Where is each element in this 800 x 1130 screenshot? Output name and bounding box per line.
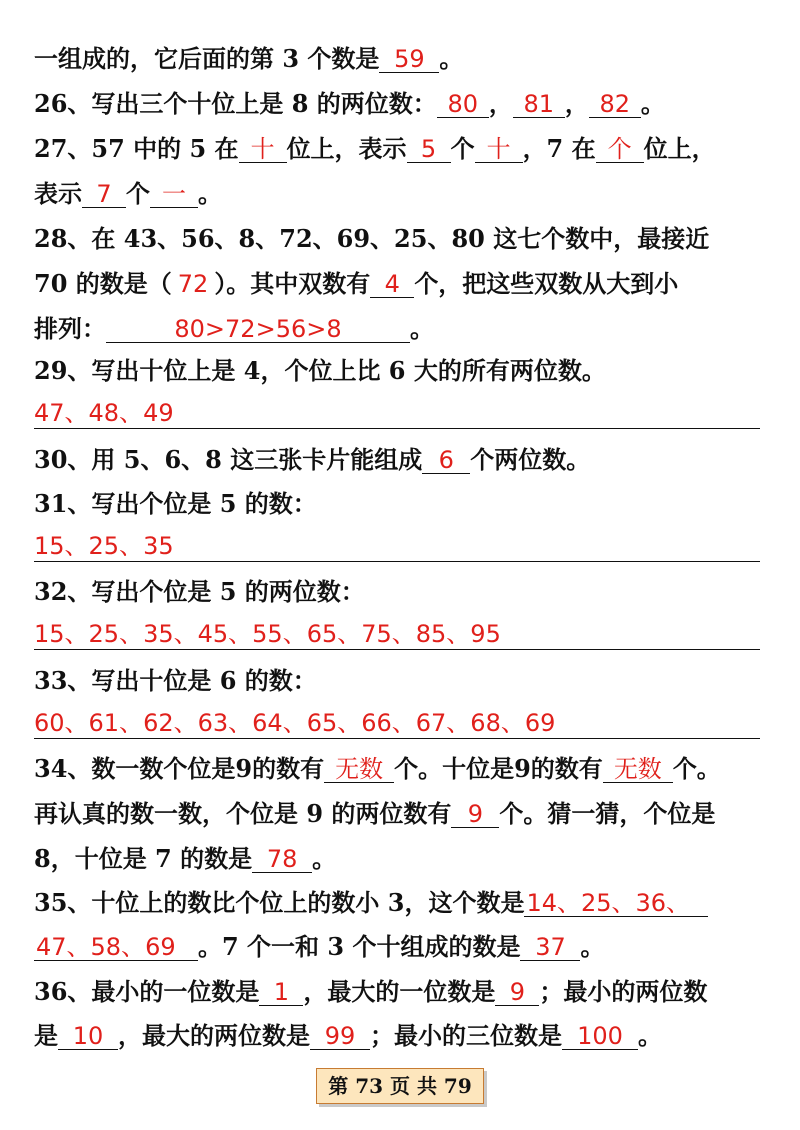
answer-blank: 5 bbox=[407, 136, 451, 163]
question-text: 34、数一数个位是9的数有 bbox=[34, 754, 325, 783]
answer-blank: 个 bbox=[596, 136, 644, 163]
text: 排列： bbox=[34, 314, 106, 343]
answer-blank: 100 bbox=[562, 1023, 638, 1050]
text: 个两位数。 bbox=[470, 445, 591, 474]
text: 个。猜一猜，个位是 bbox=[499, 799, 716, 828]
question-35-cont bbox=[34, 932, 770, 962]
text: ）。其中双数有 bbox=[214, 269, 371, 298]
text: ， bbox=[564, 89, 589, 118]
text: ，最大的一位数是 bbox=[303, 977, 496, 1006]
question-text: 33、写出十位是 6 的数： bbox=[34, 666, 317, 695]
question-text: 29、写出十位上是 4，个位上比 6 大的所有两位数。 bbox=[34, 356, 606, 385]
text: 个 bbox=[126, 179, 150, 208]
answer-blank: 99 bbox=[310, 1023, 370, 1050]
text: ， bbox=[488, 89, 513, 118]
question-36-cont bbox=[34, 1021, 770, 1051]
text: 。7 个一和 3 个十组成的数是 bbox=[198, 932, 521, 961]
answer-blank: 无数 bbox=[603, 756, 673, 783]
text: 位上， bbox=[643, 134, 716, 163]
question-36 bbox=[34, 977, 770, 1007]
answer-line-33 bbox=[34, 708, 760, 739]
page-number-footer bbox=[316, 1068, 484, 1104]
question-27-cont bbox=[34, 179, 770, 209]
answer-blank: 十 bbox=[239, 136, 287, 163]
text: 70 的数是（ bbox=[34, 269, 172, 298]
answer-blank: 十 bbox=[475, 136, 523, 163]
question-33 bbox=[34, 666, 770, 696]
answer-blank: 9 bbox=[451, 801, 499, 828]
text: 。 bbox=[580, 932, 605, 961]
answer-blank: 80>72>56>8 bbox=[106, 316, 410, 343]
question-text: 26、写出三个十位上是 8 的两位数： bbox=[34, 89, 437, 118]
answer-blank: 9 bbox=[495, 979, 539, 1006]
question-text: 31、写出个位是 5 的数： bbox=[34, 489, 317, 518]
text: 个，把这些双数从大到小 bbox=[414, 269, 679, 298]
question-28-cont bbox=[34, 269, 770, 299]
answer-blank: 59 bbox=[379, 46, 439, 73]
text: 一组成的，它后面的第 3 个数是 bbox=[34, 44, 380, 73]
text: 个。 bbox=[672, 754, 721, 783]
answer-value: 15、25、35 bbox=[34, 532, 174, 560]
answer-blank: 6 bbox=[422, 447, 470, 474]
text: 个 bbox=[450, 134, 475, 163]
question-35 bbox=[34, 888, 770, 918]
question-text: 30、用 5、6、8 这三张卡片能组成 bbox=[34, 445, 423, 474]
answer-blank: 4 bbox=[370, 271, 414, 298]
question-28 bbox=[34, 224, 770, 254]
text: 。 bbox=[410, 314, 434, 343]
text: 。 bbox=[640, 89, 665, 118]
question-29 bbox=[34, 356, 770, 386]
text: 。 bbox=[439, 44, 464, 73]
question-31 bbox=[34, 489, 770, 519]
text: 。 bbox=[312, 844, 337, 873]
answer-blank: 14、25、36、 bbox=[524, 890, 708, 917]
question-34-cont bbox=[34, 799, 770, 829]
answer-blank: 81 bbox=[513, 91, 565, 118]
answer-blank: 37 bbox=[520, 934, 580, 961]
text: 8，十位是 7 的数是 bbox=[34, 844, 253, 873]
text: 位上，表示 bbox=[286, 134, 407, 163]
answer-value: 72 bbox=[177, 270, 209, 298]
line-1 bbox=[34, 44, 770, 74]
answer-value: 15、25、35、45、55、65、75、85、95 bbox=[34, 620, 501, 648]
answer-blank: 一 bbox=[150, 181, 198, 208]
answer-blank: 无数 bbox=[324, 756, 394, 783]
answer-blank: 10 bbox=[58, 1023, 118, 1050]
page-number: 第 73 页 共 79 bbox=[328, 1074, 472, 1098]
text: 再认真的数一数，个位是 9 的两位数有 bbox=[34, 799, 452, 828]
question-34-guess bbox=[34, 844, 770, 874]
text: ，7 在 bbox=[522, 134, 596, 163]
text: 个。十位是9的数有 bbox=[394, 754, 603, 783]
answer-line-31 bbox=[34, 531, 760, 562]
answer-value: 47、48、49 bbox=[34, 399, 174, 427]
question-text: 28、在 43、56、8、72、69、25、80 这七个数中，最接近 bbox=[34, 224, 710, 253]
answer-blank: 82 bbox=[589, 91, 641, 118]
question-28-sort bbox=[34, 314, 770, 344]
answer-blank: 7 bbox=[82, 181, 126, 208]
answer-line-32 bbox=[34, 619, 760, 650]
question-text: 27、57 中的 5 在 bbox=[34, 134, 239, 163]
answer-value: 60、61、62、63、64、65、66、67、68、69 bbox=[34, 709, 556, 737]
answer-line-29 bbox=[34, 398, 760, 429]
question-30 bbox=[34, 445, 770, 475]
text: ；最小的三位数是 bbox=[370, 1021, 562, 1050]
question-text: 36、最小的一位数是 bbox=[34, 977, 260, 1006]
text: 。 bbox=[638, 1021, 662, 1050]
text: ；最小的两位数 bbox=[539, 977, 708, 1006]
answer-blank: 47、58、69 bbox=[34, 934, 198, 961]
question-text: 35、十位上的数比个位上的数小 3，这个数是 bbox=[34, 888, 525, 917]
text: 是 bbox=[34, 1021, 58, 1050]
question-34 bbox=[34, 754, 770, 784]
question-32 bbox=[34, 577, 770, 607]
text: ，最大的两位数是 bbox=[118, 1021, 310, 1050]
question-27 bbox=[34, 134, 770, 164]
text: 。 bbox=[198, 179, 222, 208]
answer-blank: 78 bbox=[252, 846, 312, 873]
question-text: 32、写出个位是 5 的两位数： bbox=[34, 577, 365, 606]
text: 表示 bbox=[34, 179, 82, 208]
question-26 bbox=[34, 89, 770, 119]
answer-blank: 80 bbox=[437, 91, 489, 118]
answer-blank: 1 bbox=[259, 979, 303, 1006]
